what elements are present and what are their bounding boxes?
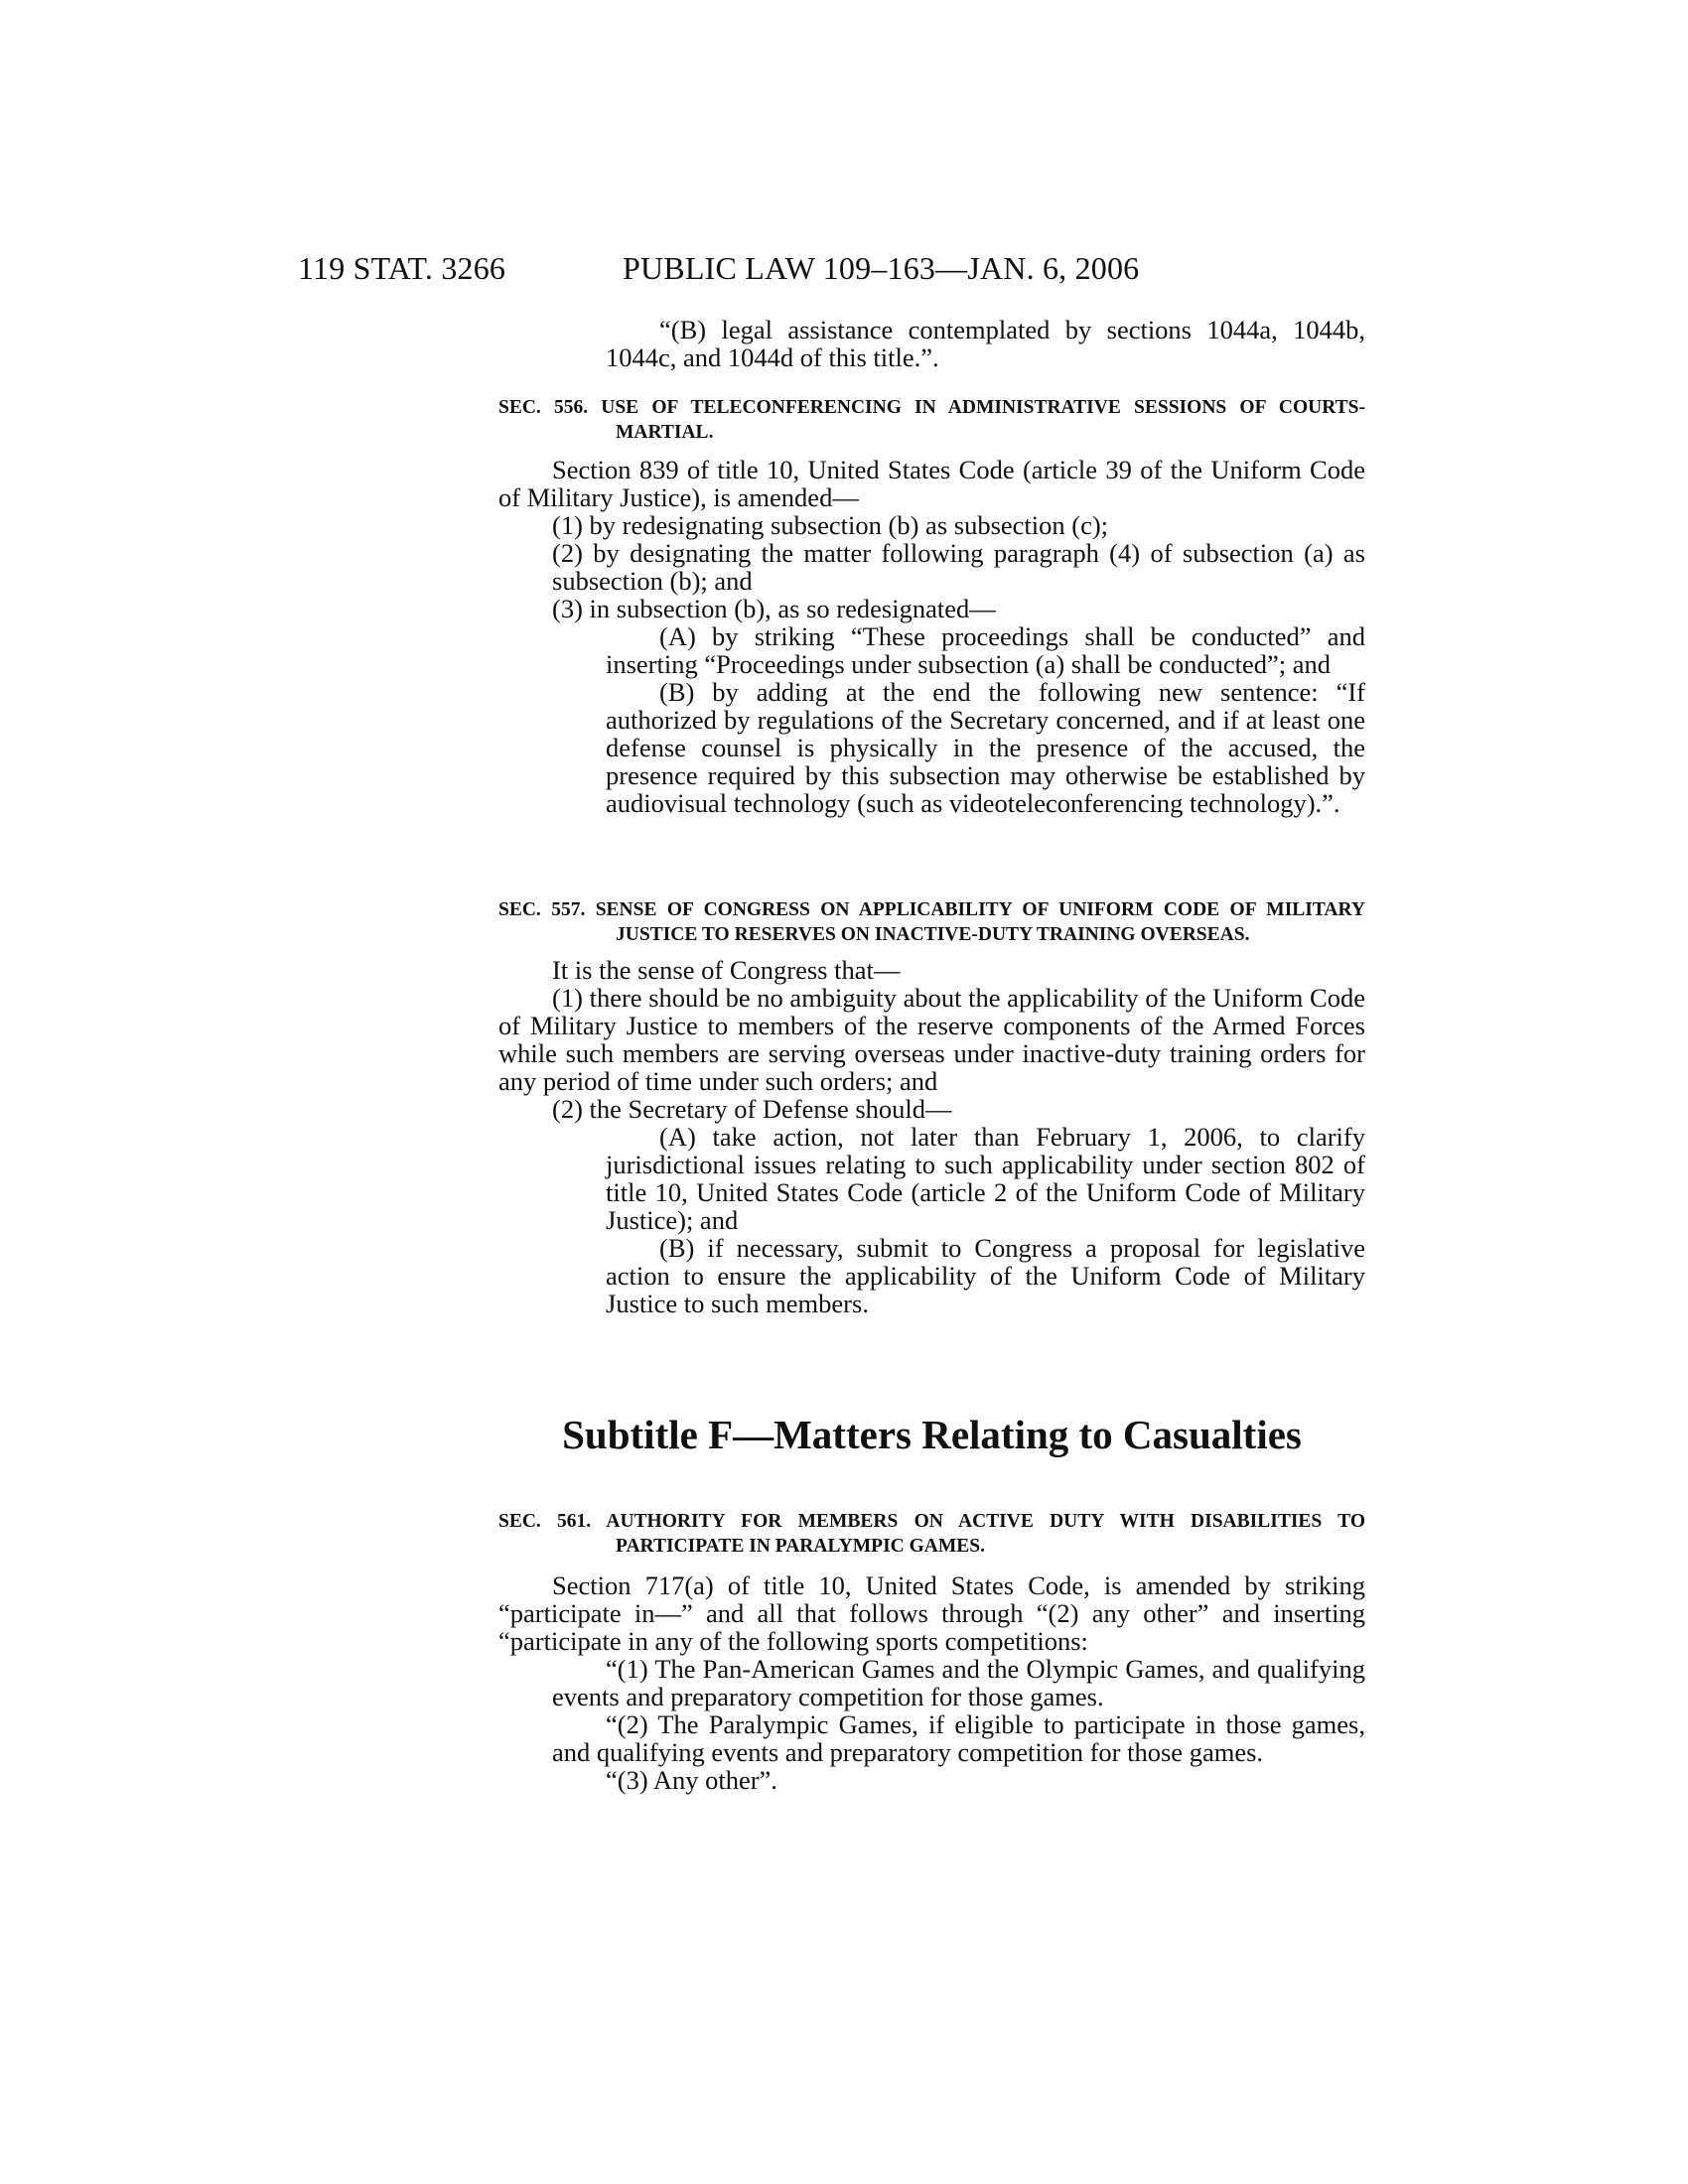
section-557-heading: SEC. 557. SENSE OF CONGRESS ON APPLICABILITY OF UNIFORM CODE OF MILITARY JUSTICE TO RESERVES ON INACTIVE-DUTY TRAINING OVERSEAS. [498, 899, 1365, 945]
subtitle-heading: Subtitle F—Matters Relating to Casualties [562, 1412, 1302, 1457]
section-561-heading: SEC. 561. AUTHORITY FOR MEMBERS ON ACTIVE DUTY WITH DISABILITIES TO PARTICIPATE IN PARALYMPIC GAMES. [498, 1511, 1365, 1557]
section-556-para-1: (1) by redesignating subsection (b) as subsection (c); [552, 510, 1109, 540]
section-556-intro: Section 839 of title 10, United States Code (article 39 of the Uniform Code of Military Justice), is amended— [498, 455, 1365, 512]
section-557-intro: It is the sense of Congress that— [552, 955, 901, 985]
section-561-quoted-para-2: “(2) The Paralympic Games, if eligible to participate in those games, and qualifying events and preparatory competition for those games. [552, 1709, 1365, 1767]
section-557 [498, 897, 1365, 1317]
section-557-para-1: (1) there should be no ambiguity about the applicability of the Uniform Code of Military Justice to members of the reserve components of the Armed Forces while such members are serving overseas under inactive-duty training orders for any period of time under such orders; and [498, 983, 1365, 1096]
section-561-intro: Section 717(a) of title 10, United States Code, is amended by striking “participate in—” and all that follows through “(2) any other” and inserting “participate in any of the following sports competitions: [498, 1570, 1365, 1656]
page-stat-citation: 119 STAT. 3266 [298, 250, 506, 286]
section-561-quoted-para-1: “(1) The Pan-American Games and the Olympic Games, and qualifying events and preparatory competition for those games. [552, 1654, 1365, 1711]
running-header: PUBLIC LAW 109–163—JAN. 6, 2006 [623, 250, 1140, 286]
section-561 [498, 1509, 1365, 1794]
quoted-subparagraph-b: “(B) legal assistance contemplated by sections 1044a, 1044b, 1044c, and 1044d of this title.”. [606, 315, 1365, 372]
section-556-subpara-a: (A) by striking “These proceedings shall be conducted” and inserting “Proceedings under subsection (a) shall be conducted”; and [606, 621, 1365, 679]
section-556-subpara-b: (B) by adding at the end the following new sentence: “If authorized by regulations of the Secretary concerned, and if at least one defense counsel is physically in the presence of the accused, the presence required by this subsection may otherwise be established by audiovisual technology (such as videoteleconferencing technology).”. [606, 677, 1365, 818]
section-556-para-3: (3) in subsection (b), as so redesignated— [552, 594, 996, 623]
section-557-para-2: (2) the Secretary of Defense should— [552, 1094, 952, 1124]
continuation-block [498, 316, 1365, 371]
section-557-subpara-a: (A) take action, not later than February 1, 2006, to clarify jurisdictional issues relating to such applicability under section 802 of title 10, United States Code (article 2 of the Uniform Code of Military Justice); and [606, 1122, 1365, 1235]
section-556-para-2: (2) by designating the matter following paragraph (4) of subsection (a) as subsection (b); and [552, 538, 1365, 596]
section-557-subpara-b: (B) if necessary, submit to Congress a proposal for legislative action to ensure the applicability of the Uniform Code of Military Justice to such members. [606, 1233, 1365, 1318]
section-556 [498, 395, 1365, 817]
section-556-heading: SEC. 556. USE OF TELECONFERENCING IN ADMINISTRATIVE SESSIONS OF COURTS-MARTIAL. [498, 397, 1365, 443]
section-561-quoted-para-3: “(3) Any other”. [606, 1765, 777, 1795]
